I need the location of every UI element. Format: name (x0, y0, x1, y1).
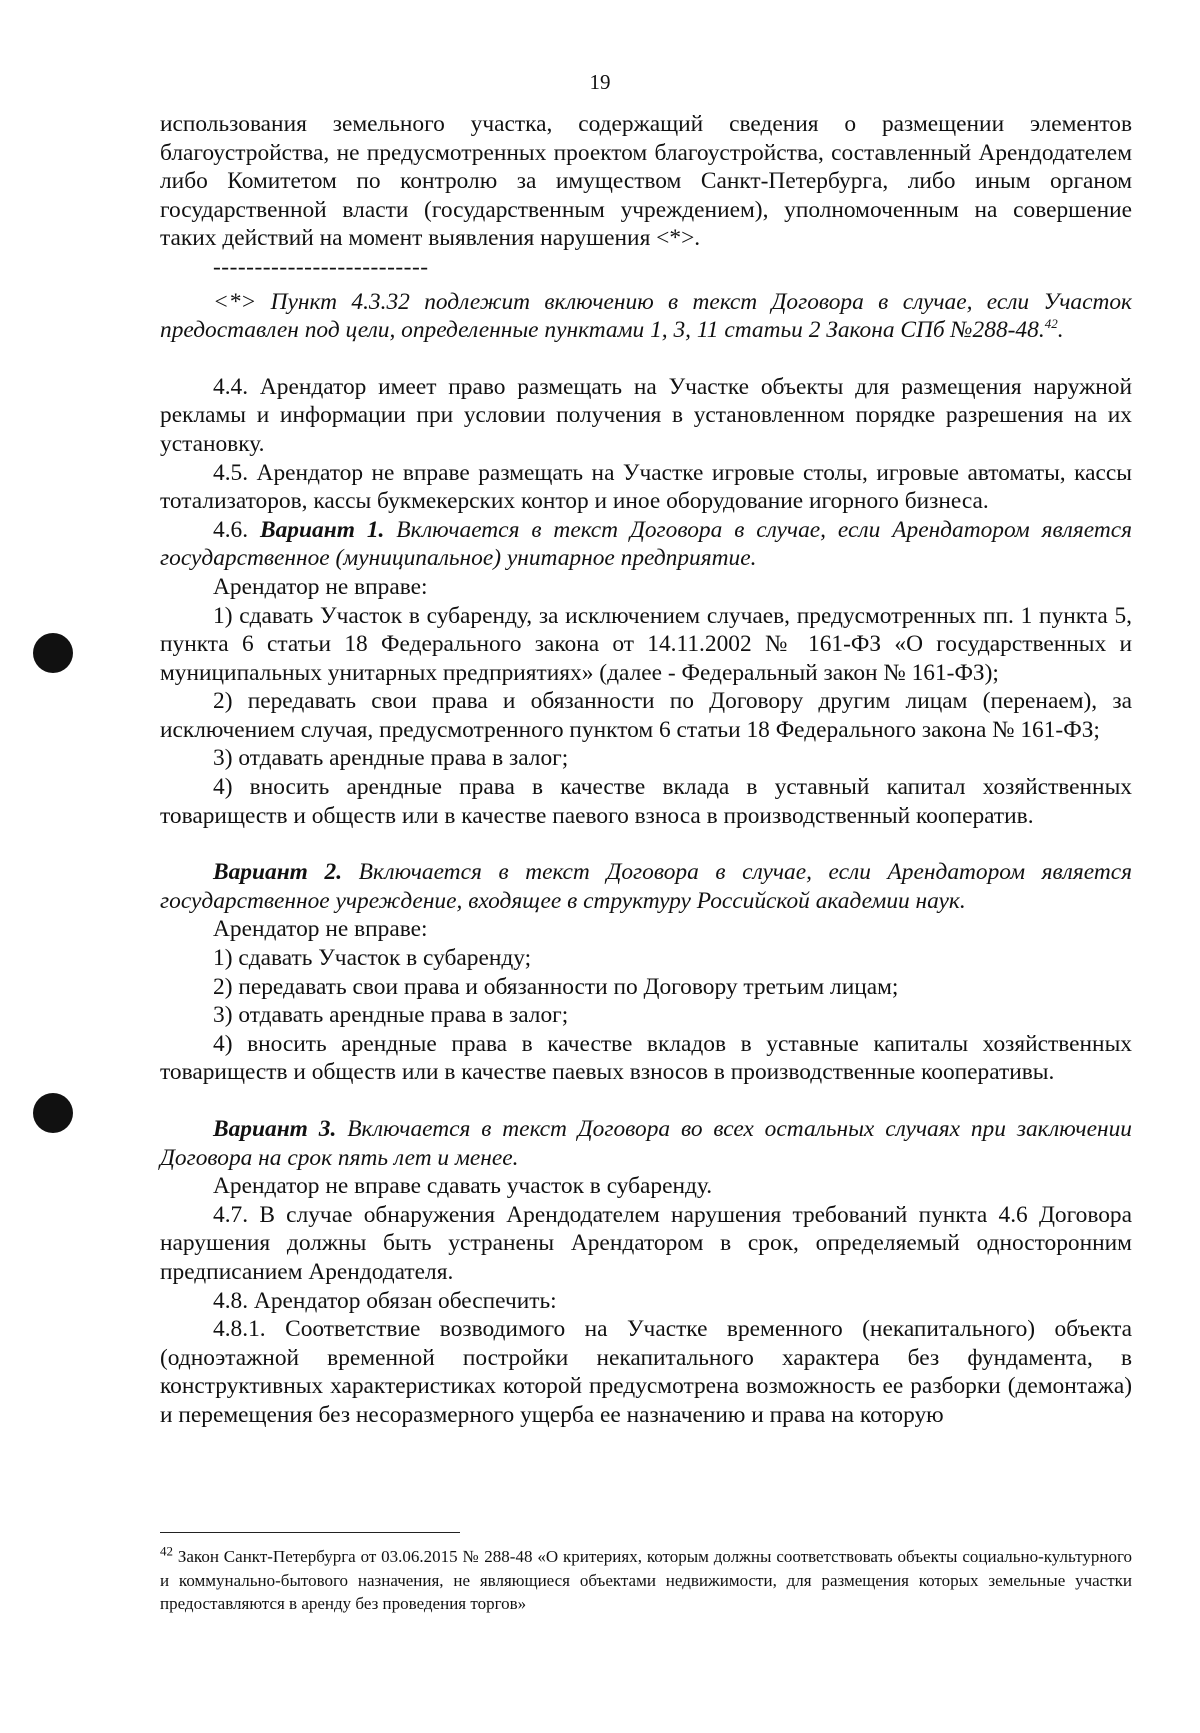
variant-2-item-2: 2) передавать свои права и обязанности по Договору третьим лицам; (213, 973, 899, 1000)
footnote (160, 1545, 1132, 1616)
note-paragraph: <*> Пункт 4.3.32 подлежит включению в текст Договора в случае, если Участок предоставлен под цели, определенные пунктами 1, 3, 11 статьи 2 Закона СПб №288-48.42. (160, 288, 1132, 344)
footnote-rule (160, 1532, 460, 1533)
variant-1-item-2: 2) передавать свои права и обязанности по Договору другим лицам (перенаем), за исключением случая, предусмотренного пунктом 6 статьи 18 Федерального закона № 161-ФЗ; (160, 688, 1132, 743)
note-text: <*> Пункт 4.3.32 подлежит включению в текст Договора в случае, если Участок предоставлен под цели, определенные пунктами 1, 3, 11 статьи 2 Закона СПб №288-48. (160, 288, 1132, 344)
footnote-number: 42 (160, 1543, 173, 1559)
variant-1-condition: Включается в текст Договора в случае, если Арендатором является государственное (муниципальное) унитарное предприятие. (160, 516, 1132, 572)
variant-2-intro: Арендатор не вправе: (213, 916, 428, 943)
paragraph-4-6-number: 4.6. (213, 516, 249, 543)
variant-1-item-1: 1) сдавать Участок в субаренду, за исключением случаев, предусмотренных пп. 1 пункта 5, пункта 6 статьи 18 Федерального закона от 14.11.2002 № 161-ФЗ «О государственных и муниципальных унитарных предприятиях» (далее - Федеральный закон № 161-ФЗ); (160, 602, 1132, 686)
variant-2-heading (160, 858, 1132, 915)
paragraph-4-7: 4.7. В случае обнаружения Арендодателем нарушения требований пункта 4.6 Договора нарушения должны быть устранены Арендатором в срок, определяемый односторонним предписанием Арендодателя. (160, 1201, 1132, 1285)
punch-hole-bottom (33, 1093, 73, 1133)
paragraph-4-4: 4.4. Арендатор имеет право размещать на Участке объекты для размещения наружной рекламы и информации при условии получения в установленном порядке разрешения на их установку. (160, 373, 1132, 457)
page-number: 19 (589, 70, 611, 94)
variant-2-item-4: 4) вносить арендные права в качестве вкладов в уставные капиталы хозяйственных товариществ и обществ или в качестве паевых взносов в производственные кооперативы. (160, 1030, 1132, 1086)
variant-2-condition: Включается в текст Договора в случае, если Арендатором является государственное учреждение, входящее в структуру Российской академии наук. (160, 859, 1132, 914)
paragraph-4-8-1: 4.8.1. Соответствие возводимого на Участке временного (некапитального) объекта (одноэтажной временной постройки некапитального характера без фундамента, в конструктивных характеристиках которой предусмотрена возможность ее разборки (демонтажа) и перемещения без несоразмерного ущерба ее назначению и права на которую (160, 1316, 1132, 1428)
variant-3-label: Вариант 3. (213, 1116, 337, 1142)
paragraph-4-8: 4.8. Арендатор обязан обеспечить: (213, 1287, 557, 1314)
paragraph-continuation: использования земельного участка, содержащий сведения о размещении элементов благоустройства, не предусмотренных проектом благоустройства, составленный Арендодателем либо Комитетом по контролю за имуществом Санкт-Петербурга, либо иным органом государственной власти (государственным учреждением), уполномоченным на совершение таких действий на момент выявления нарушения <*>. (160, 111, 1132, 252)
footnote-text: Закон Санкт-Петербурга от 03.06.2015 № 288-48 «О критериях, которым должны соответствовать объекты социально-культурного и коммунально-бытового назначения, не являющиеся объектами недвижимости, для размещения которых земельные участки предоставляются в аренду без проведения торгов» (160, 1547, 1132, 1613)
paragraph-4-6 (160, 516, 1132, 573)
variant-1-intro: Арендатор не вправе: (213, 573, 428, 600)
variant-2-label: Вариант 2. (213, 859, 343, 886)
document-body (160, 110, 1132, 1430)
note-separator: -------------------------- (213, 253, 429, 280)
note-footnote-ref: 42 (1044, 316, 1058, 332)
variant-3-heading (160, 1115, 1132, 1172)
variant-3-condition: Включается в текст Договора во всех остальных случаях при заключении Договора на срок пять лет и менее. (160, 1116, 1132, 1171)
variant-1-label: Вариант 1. (260, 516, 385, 543)
variant-3-body: Арендатор не вправе сдавать участок в субаренду. (213, 1173, 713, 1200)
variant-1-item-4: 4) вносить арендные права в качестве вклада в уставный капитал хозяйственных товариществ и обществ или в качестве паевого взноса в производственный кооператив. (160, 774, 1132, 829)
variant-2-item-1: 1) сдавать Участок в субаренду; (213, 945, 532, 972)
variant-1-item-3: 3) отдавать арендные права в залог; (213, 745, 569, 772)
variant-2-item-3: 3) отдавать арендные права в залог; (213, 1002, 569, 1029)
punch-hole-top (33, 633, 73, 673)
paragraph-4-5: 4.5. Арендатор не вправе размещать на Участке игровые столы, игровые автоматы, кассы тотализаторов, кассы букмекерских контор и иное оборудование игорного бизнеса. (160, 459, 1132, 515)
